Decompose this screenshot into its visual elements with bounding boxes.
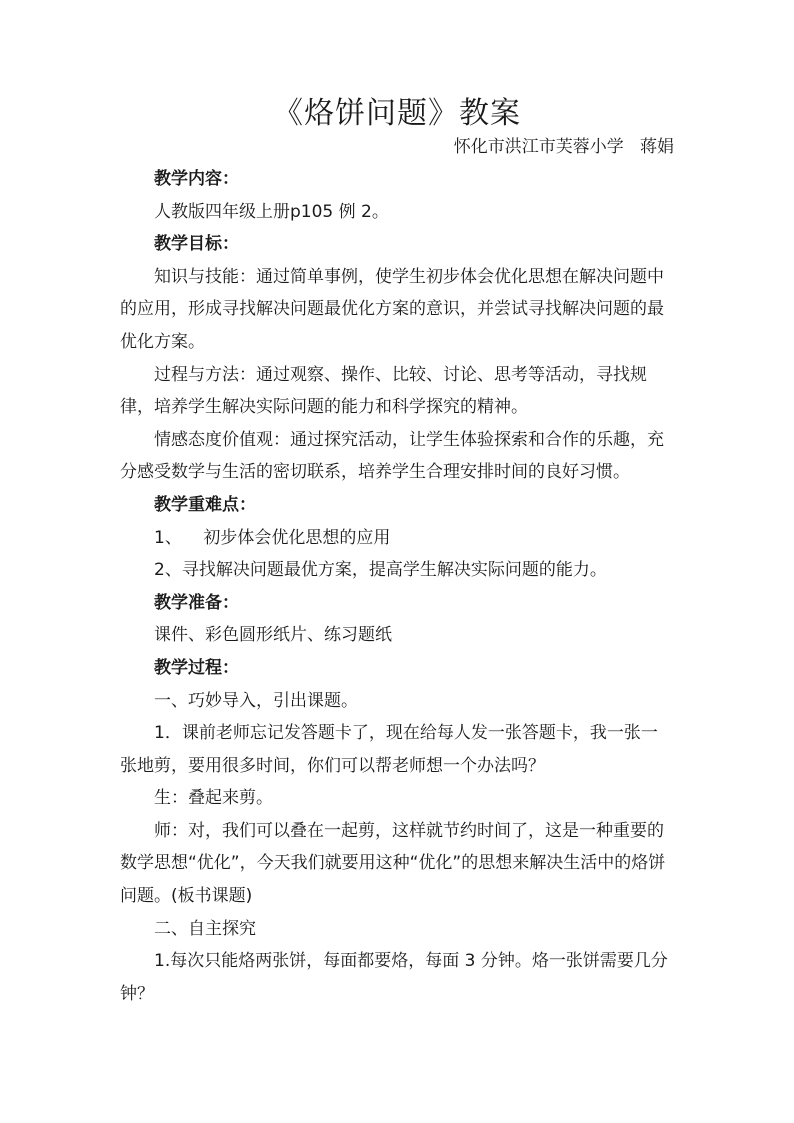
step-1-paragraph: 1．课前老师忘记发答题卡了，现在给每人发一张答题卡，我一张一张地剪，要用很多时间，你们可以帮老师想一个办法吗？ [120,723,658,776]
document-body [120,163,674,1010]
section-heading-goals: 教学目标： [154,234,239,255]
key-point-1: 1、 初步体会优化思想的应用 [154,527,391,548]
section-heading-process: 教学过程： [154,657,239,678]
content-text: 人教版四年级上册p105 例 2。 [154,201,389,222]
document-title: 《烙饼问题》教案 [273,96,521,131]
key-point-2: 2、寻找解决问题最优方案，提高学生解决实际问题的能力。 [154,560,607,581]
goal-process: 过程与方法：通过观察、操作、比较、讨论、思考等活动，寻找规律，培养学生解决实际问题的能力和科学探究的精神。 [120,364,647,418]
step-1-title: 一、巧妙导入，引出课题。 [154,690,358,711]
step-2-paragraph: 1.每次只能烙两张饼，每面都要烙，每面 3 分钟。烙一张饼需要几分钟？ [120,951,668,1004]
goal-emotion: 情感态度价值观：通过探究活动，让学生体验探索和合作的乐趣，充分感受数学与生活的密切联系，培养学生合理安排时间的良好习惯。 [120,429,664,483]
section-heading-key-points: 教学重难点： [154,494,256,515]
step-1-student: 生：叠起来剪。 [154,788,273,809]
section-heading-preparation: 教学准备： [154,592,239,613]
step-1-teacher: 师：对，我们可以叠在一起剪，这样就节约时间了，这是一种重要的数学思想“优化”，今天我们就要用这种“优化”的思想来解决生活中的烙饼问题。(板书课题) [120,820,666,907]
section-heading-content: 教学内容： [154,169,239,189]
preparation-text: 课件、彩色圆形纸片、练习题纸 [154,625,392,646]
goal-knowledge: 知识与技能：通过简单事例，使学生初步体会优化思想在解决问题中的应用，形成寻找解决问题最优化方案的意识，并尝试寻找解决问题的最优化方案。 [120,266,664,352]
step-2-title: 二、自主探究 [154,918,256,939]
author-line: 怀化市洪江市芙蓉小学 蒋娟 [453,137,674,157]
